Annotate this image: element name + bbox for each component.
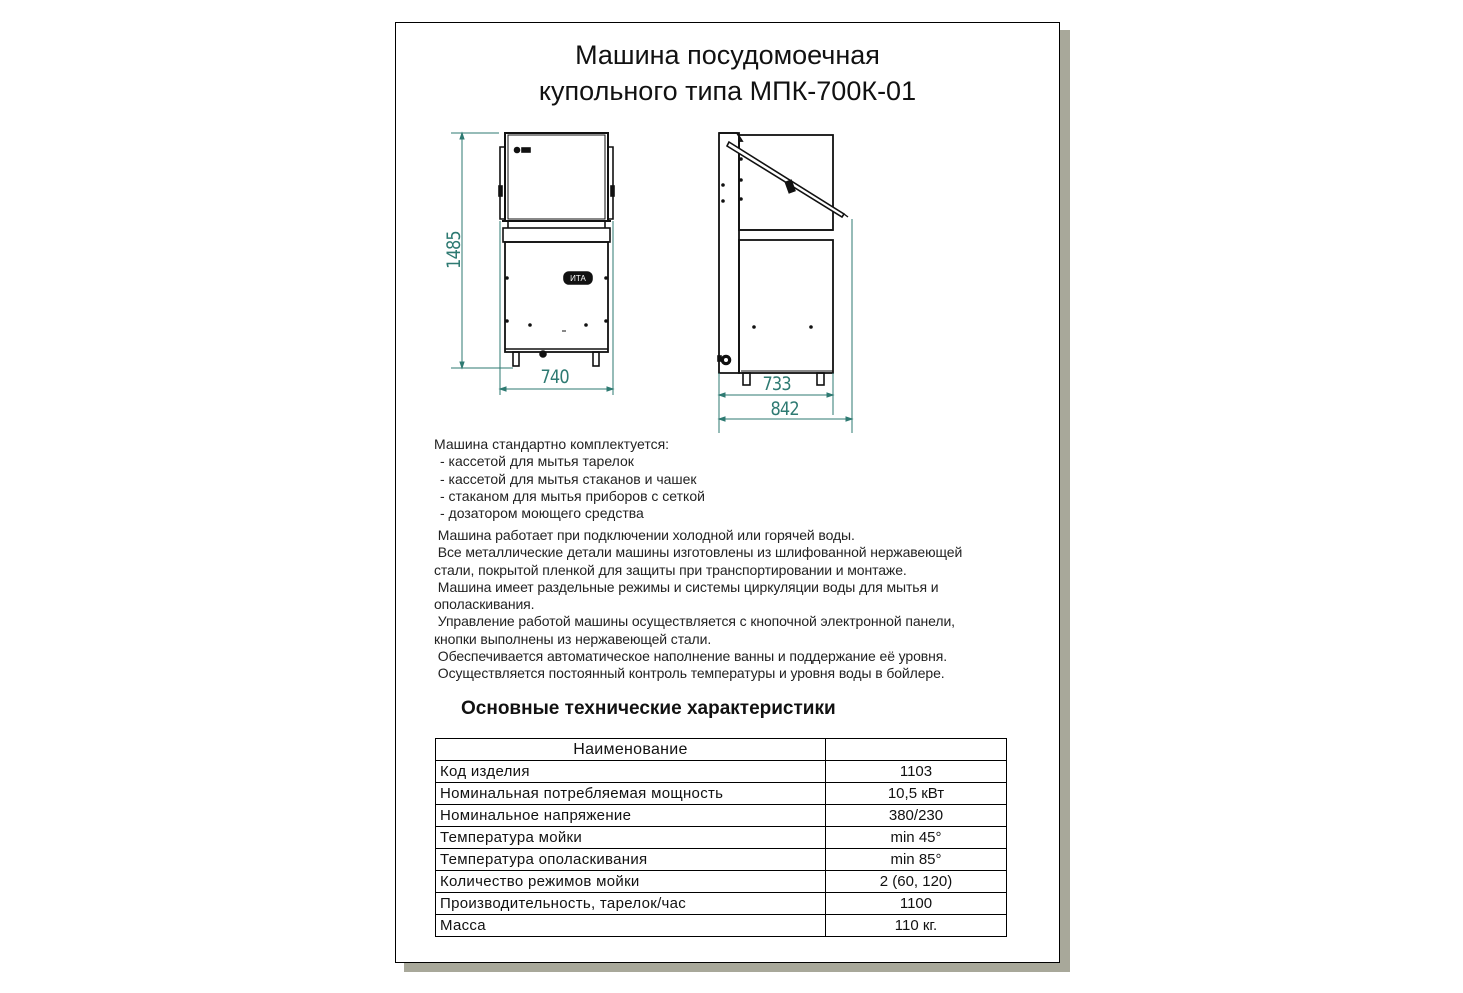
spec-name-cell: Номинальное напряжение (436, 805, 826, 827)
height-dimension-label: 1485 (443, 231, 466, 269)
front-dimension-lines (451, 133, 613, 395)
document-title-line1: Машина посудомоечная (575, 40, 880, 70)
description-line: кнопки выполнены из нержавеющей стали. (434, 630, 712, 647)
document-page (395, 22, 1060, 963)
spec-name-cell: Температура ополаскивания (436, 849, 826, 871)
spec-value-cell: 1103 (826, 761, 1007, 783)
description-text (434, 527, 962, 683)
table-row (436, 849, 1007, 871)
spec-value-cell: 2 (60, 120) (826, 871, 1007, 893)
document-title-line2: купольного типа МПК-700К-01 (538, 76, 917, 106)
table-row (436, 871, 1007, 893)
total-depth-dimension-label: 842 (770, 398, 799, 420)
equipment-item: - кассетой для мытья тарелок (440, 453, 634, 470)
equipment-item: - стаканом для мытья приборов с сеткой (440, 487, 705, 504)
description-line: Осуществляется постоянный контроль температуры и уровня воды в бойлере. (434, 665, 945, 682)
equipment-list (434, 436, 705, 522)
table-row (436, 827, 1007, 849)
table-row (436, 783, 1007, 805)
equipment-intro: Машина стандартно комплектуется: (434, 436, 670, 452)
spec-value-cell: min 45° (826, 827, 1007, 849)
body-depth-dimension-label: 733 (762, 373, 791, 395)
spec-name-cell: Производительность, тарелок/час (436, 893, 826, 915)
technical-drawing (396, 23, 1061, 443)
table-row (436, 761, 1007, 783)
spec-name-cell: Температура мойки (436, 827, 826, 849)
specs-section-title: Основные технические характеристики (461, 698, 836, 719)
table-row (436, 915, 1007, 937)
specs-table (435, 738, 1007, 937)
spec-value-cell: min 85° (826, 849, 1007, 871)
description-line: Машина работает при подключении холодной или горячей воды. (434, 527, 855, 543)
spec-value-cell: 110 кг. (826, 915, 1007, 937)
svg-text:ИТА: ИТА (570, 274, 586, 283)
description-line: Все металлические детали машины изготовлены из шлифованной нержавеющей (434, 544, 963, 561)
spec-name-cell: Код изделия (436, 761, 826, 783)
description-line: Управление работой машины осуществляется с кнопочной электронной панели, (434, 613, 955, 630)
description-line: Обеспечивается автоматическое наполнение ванны и поддержание её уровня. (434, 648, 948, 665)
spec-value-cell: 1100 (826, 893, 1007, 915)
spec-value-cell: 10,5 кВт (826, 783, 1007, 805)
side-view-drawing (718, 133, 848, 385)
spec-name-cell: Количество режимов мойки (436, 871, 826, 893)
front-view-drawing (499, 133, 614, 366)
description-line: ополаскивания. (434, 596, 535, 613)
description-line: стали, покрытой пленкой для защиты при транспортировании и монтаже. (434, 561, 907, 578)
table-header-row (436, 739, 1007, 761)
equipment-item: - дозатором моющего средства (440, 505, 644, 522)
spec-value-cell: 380/230 (826, 805, 1007, 827)
equipment-item: - кассетой для мытья стаканов и чашек (440, 470, 697, 487)
header-cell-value (826, 739, 1007, 761)
table-row (436, 893, 1007, 915)
description-line: Машина имеет раздельные режимы и системы циркуляции воды для мытья и (434, 578, 939, 595)
table-row (436, 805, 1007, 827)
spec-name-cell: Масса (436, 915, 826, 937)
width-dimension-label: 740 (540, 366, 569, 388)
spec-name-cell: Номинальная потребляемая мощность (436, 783, 826, 805)
header-cell-name: Наименование (436, 739, 826, 761)
